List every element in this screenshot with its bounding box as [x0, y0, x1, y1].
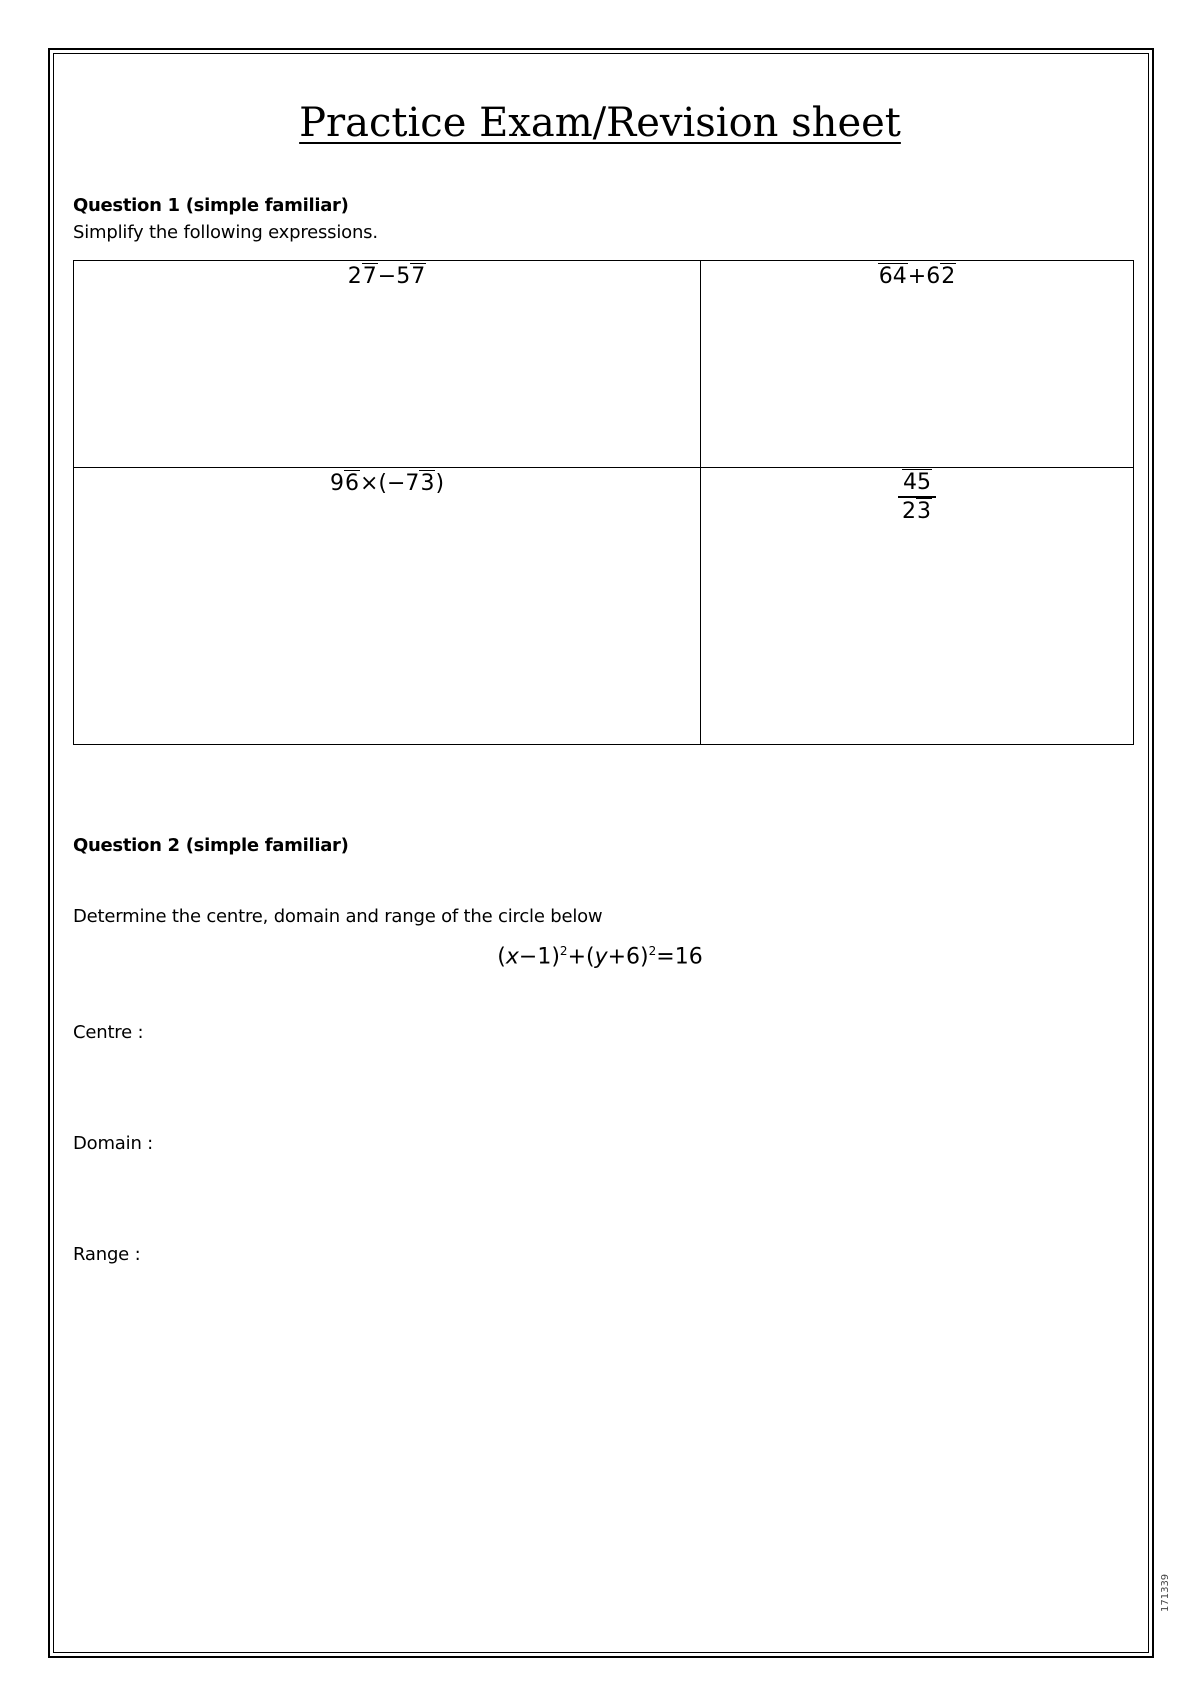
expression-cell-3[interactable] [74, 468, 701, 745]
domain-label: Domain : [73, 1133, 154, 1154]
question-2-heading: Question 2 (simple familiar) [73, 835, 349, 856]
expression-1: 27−57 [347, 264, 426, 289]
expression-cell-2[interactable] [701, 261, 1134, 468]
document-code: 171339 [1160, 1573, 1171, 1612]
expression-4: $\frac{45}{23}$ [898, 470, 936, 524]
expression-grid [73, 260, 1134, 745]
question-2-instruction: Determine the centre, domain and range of the circle below [73, 906, 603, 927]
expression-3: 96×(−73) [329, 471, 445, 496]
expression-cell-4[interactable] [701, 468, 1134, 745]
expression-2: 64+62 [878, 264, 956, 289]
range-label: Range : [73, 1244, 141, 1265]
centre-label: Centre : [73, 1022, 144, 1043]
expression-cell-1[interactable] [74, 261, 701, 468]
circle-equation: $(x-1)^2+(y+6)^2=16$ [497, 944, 703, 970]
question-1-instruction: Simplify the following expressions. [73, 222, 378, 243]
page-title: Practice Exam/Revision sheet [299, 100, 901, 146]
question-1-heading: Question 1 (simple familiar) [73, 195, 349, 216]
